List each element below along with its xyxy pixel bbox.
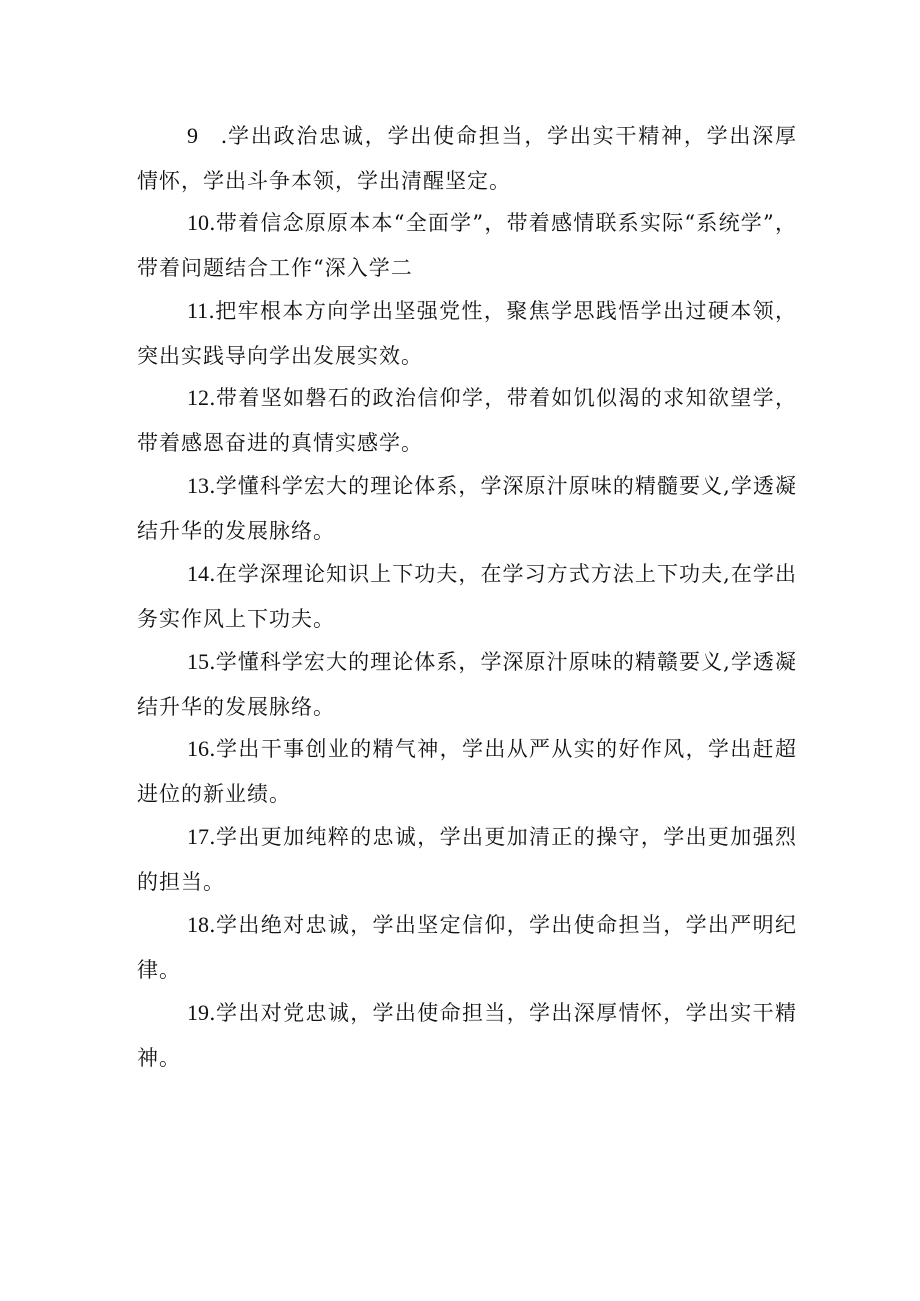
item-text: 把牢根本方向学出坚强党性，聚焦学思践悟学出过硬本领，突出实践导向学出发展实效。 [137, 299, 797, 368]
item-number: 12 [187, 385, 209, 410]
item-separator: . [198, 124, 228, 148]
item-text: 学出政治忠诚，学出使命担当，学出实干精神，学出深厚情怀，学出斗争本领，学出清醒坚定。 [137, 124, 797, 193]
item-separator: . [209, 562, 216, 586]
item-number: 19 [187, 1000, 209, 1025]
item-separator: . [209, 386, 216, 410]
item-separator: . [209, 211, 216, 235]
item-text: 学出对党忠诚，学出使命担当，学出深厚情怀，学出实干精神。 [137, 1001, 797, 1070]
item-number: 18 [187, 912, 209, 937]
list-item-16 [137, 726, 797, 817]
item-number: 10 [187, 210, 209, 235]
item-text: 学出干事创业的精气神，学出从严从实的好作风，学出赶超进位的新业绩。 [137, 737, 797, 806]
list-item-10 [137, 200, 797, 291]
item-number: 17 [187, 824, 209, 849]
list-item-15 [137, 639, 797, 730]
item-number: 14 [187, 561, 209, 586]
item-number: 11 [187, 298, 209, 323]
list-item-13 [137, 463, 797, 554]
item-number: 15 [187, 649, 209, 674]
item-separator: . [208, 299, 215, 323]
item-text: 学懂科学宏大的理论体系，学深原汁原味的精赣要义,学透凝结升华的发展脉络。 [137, 650, 797, 719]
item-number: 13 [187, 473, 209, 498]
item-number: 16 [187, 736, 209, 761]
item-number: 9 [187, 123, 198, 148]
list-item-17 [137, 814, 797, 905]
item-text: 学懂科学宏大的理论体系，学深原汁原味的精髓要义,学透凝结升华的发展脉络。 [137, 474, 797, 543]
list-item-9 [137, 113, 797, 204]
list-item-12 [137, 375, 797, 466]
item-text: 学出更加纯粹的忠诚，学出更加清正的操守，学出更加强烈的担当。 [137, 825, 797, 894]
list-item-11 [137, 288, 797, 379]
list-item-19 [137, 990, 797, 1081]
list-item-14 [137, 551, 797, 642]
item-text: 带着坚如磐石的政治信仰学，带着如饥似渴的求知欲望学，带着感恩奋进的真情实感学。 [137, 386, 797, 455]
item-separator: . [209, 825, 216, 849]
item-separator: . [209, 737, 216, 761]
item-text: 带着信念原原本本“全面学”，带着感情联系实际“系统学”，带着问题结合工作“深入学二 [137, 211, 797, 280]
item-separator: . [209, 913, 216, 937]
item-text: 学出绝对忠诚，学出坚定信仰，学出使命担当，学出严明纪律。 [137, 913, 797, 982]
list-item-18 [137, 902, 797, 993]
item-separator: . [209, 474, 216, 498]
item-separator: . [209, 1001, 216, 1025]
item-text: 在学深理论知识上下功夫，在学习方式方法上下功夫,在学出务实作风上下功夫。 [137, 562, 797, 631]
item-separator: . [209, 650, 216, 674]
